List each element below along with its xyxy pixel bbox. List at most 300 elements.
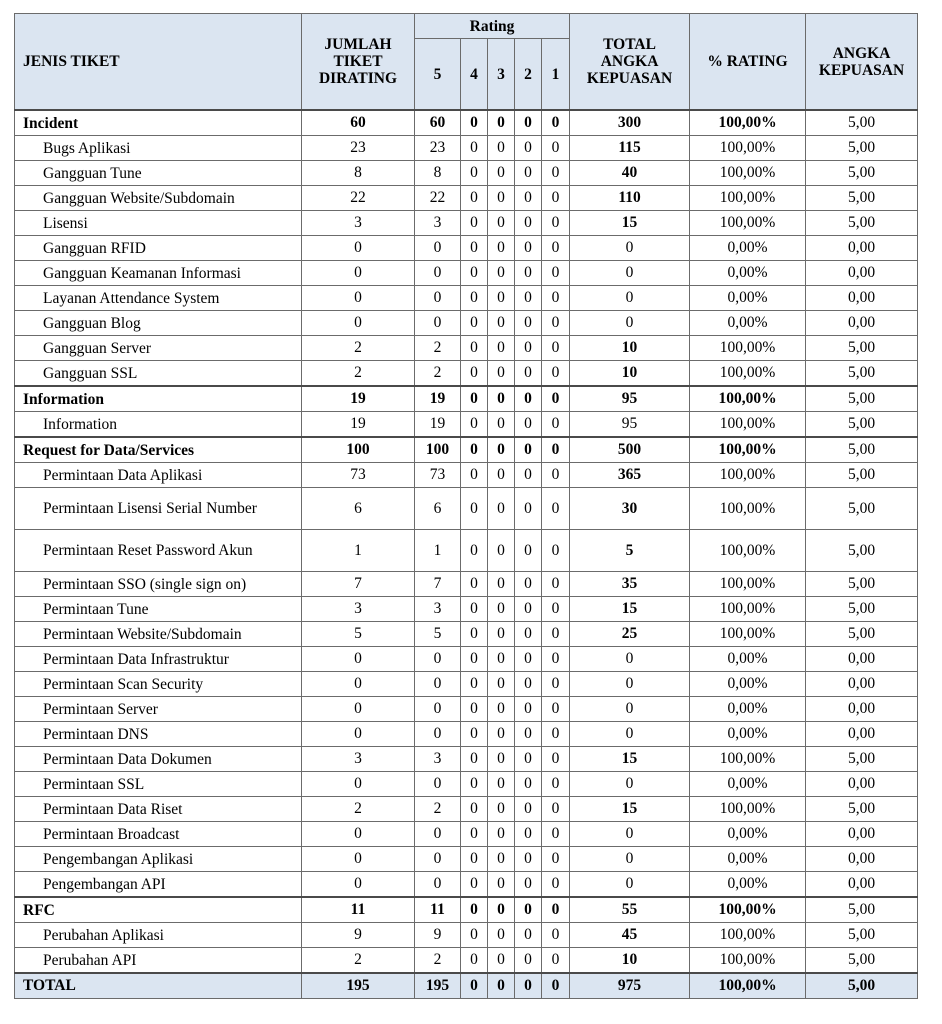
cell-jenis: Perubahan Aplikasi	[15, 923, 302, 948]
cell-angka: 0,00	[806, 286, 918, 311]
cell-r4: 0	[461, 110, 488, 136]
cell-r4: 0	[461, 897, 488, 923]
cell-r3: 0	[488, 772, 515, 797]
cell-jumlah: 0	[302, 722, 415, 747]
cell-jenis: Bugs Aplikasi	[15, 136, 302, 161]
cell-pct: 100,00%	[690, 361, 806, 387]
cell-jumlah: 2	[302, 336, 415, 361]
cell-r5: 11	[415, 897, 461, 923]
cell-r1: 0	[542, 847, 570, 872]
cell-r4: 0	[461, 722, 488, 747]
cell-angka: 0,00	[806, 847, 918, 872]
total-angka: 5,00	[806, 973, 918, 999]
table-row	[15, 211, 918, 236]
cell-pct: 0,00%	[690, 847, 806, 872]
table-footer	[15, 973, 918, 999]
header-rating-4: 4	[461, 39, 488, 111]
cell-r5: 2	[415, 797, 461, 822]
cell-angka: 0,00	[806, 672, 918, 697]
cell-pct: 100,00%	[690, 597, 806, 622]
cell-r4: 0	[461, 697, 488, 722]
cell-r3: 0	[488, 136, 515, 161]
header-rating-3: 3	[488, 39, 515, 111]
cell-jenis: Permintaan Tune	[15, 597, 302, 622]
cell-jenis: Gangguan RFID	[15, 236, 302, 261]
table-row	[15, 572, 918, 597]
cell-jumlah: 0	[302, 672, 415, 697]
cell-jumlah: 2	[302, 948, 415, 974]
cell-total: 0	[570, 722, 690, 747]
cell-angka: 5,00	[806, 361, 918, 387]
cell-r3: 0	[488, 236, 515, 261]
cell-jumlah: 1	[302, 530, 415, 572]
cell-total: 500	[570, 437, 690, 463]
cell-angka: 5,00	[806, 186, 918, 211]
cell-r3: 0	[488, 948, 515, 974]
cell-total: 0	[570, 647, 690, 672]
cell-r1: 0	[542, 488, 570, 530]
cell-r5: 0	[415, 261, 461, 286]
cell-r2: 0	[515, 361, 542, 387]
header-jenis-tiket: JENIS TIKET	[15, 14, 302, 111]
cell-jenis: Information	[15, 412, 302, 438]
cell-jumlah: 3	[302, 747, 415, 772]
cell-pct: 0,00%	[690, 647, 806, 672]
table-row	[15, 286, 918, 311]
cell-r2: 0	[515, 386, 542, 412]
cell-total: 5	[570, 530, 690, 572]
cell-pct: 0,00%	[690, 672, 806, 697]
cell-r5: 0	[415, 236, 461, 261]
cell-total: 15	[570, 747, 690, 772]
table-row	[15, 822, 918, 847]
cell-r3: 0	[488, 361, 515, 387]
total-r3: 0	[488, 973, 515, 999]
table-row	[15, 872, 918, 898]
header-rating-2: 2	[515, 39, 542, 111]
total-jumlah: 195	[302, 973, 415, 999]
cell-r4: 0	[461, 161, 488, 186]
cell-jumlah: 19	[302, 386, 415, 412]
cell-total: 0	[570, 261, 690, 286]
cell-pct: 100,00%	[690, 488, 806, 530]
cell-total: 10	[570, 336, 690, 361]
cell-total: 0	[570, 286, 690, 311]
cell-r5: 0	[415, 772, 461, 797]
cell-jenis: Gangguan Server	[15, 336, 302, 361]
header-rating: Rating	[415, 14, 570, 39]
table-row	[15, 672, 918, 697]
cell-r1: 0	[542, 797, 570, 822]
cell-jumlah: 0	[302, 286, 415, 311]
cell-r2: 0	[515, 161, 542, 186]
cell-r4: 0	[461, 437, 488, 463]
cell-r4: 0	[461, 412, 488, 438]
cell-total: 55	[570, 897, 690, 923]
cell-jumlah: 0	[302, 697, 415, 722]
cell-r1: 0	[542, 261, 570, 286]
category-row	[15, 386, 918, 412]
cell-r3: 0	[488, 572, 515, 597]
cell-jenis: Permintaan Data Riset	[15, 797, 302, 822]
cell-r2: 0	[515, 872, 542, 898]
cell-pct: 0,00%	[690, 697, 806, 722]
cell-r5: 9	[415, 923, 461, 948]
cell-r2: 0	[515, 211, 542, 236]
cell-r4: 0	[461, 463, 488, 488]
total-r5: 195	[415, 973, 461, 999]
cell-r1: 0	[542, 463, 570, 488]
table-row	[15, 236, 918, 261]
cell-r4: 0	[461, 286, 488, 311]
cell-r1: 0	[542, 161, 570, 186]
cell-jumlah: 0	[302, 236, 415, 261]
total-r4: 0	[461, 973, 488, 999]
cell-r5: 73	[415, 463, 461, 488]
cell-jenis: Gangguan Blog	[15, 311, 302, 336]
cell-angka: 5,00	[806, 136, 918, 161]
cell-r4: 0	[461, 136, 488, 161]
cell-jumlah: 23	[302, 136, 415, 161]
cell-r2: 0	[515, 797, 542, 822]
total-label: TOTAL	[15, 973, 302, 999]
table-row	[15, 722, 918, 747]
cell-r5: 6	[415, 488, 461, 530]
cell-pct: 100,00%	[690, 797, 806, 822]
cell-jenis: Permintaan Data Dokumen	[15, 747, 302, 772]
cell-jumlah: 3	[302, 211, 415, 236]
cell-r2: 0	[515, 261, 542, 286]
table-row	[15, 697, 918, 722]
cell-r1: 0	[542, 897, 570, 923]
cell-angka: 5,00	[806, 897, 918, 923]
table-row	[15, 361, 918, 387]
cell-r1: 0	[542, 923, 570, 948]
cell-r3: 0	[488, 488, 515, 530]
cell-angka: 5,00	[806, 622, 918, 647]
header-pct-rating: % RATING	[690, 14, 806, 111]
cell-r1: 0	[542, 622, 570, 647]
cell-r4: 0	[461, 797, 488, 822]
cell-r3: 0	[488, 722, 515, 747]
cell-r5: 100	[415, 437, 461, 463]
cell-r3: 0	[488, 697, 515, 722]
cell-r4: 0	[461, 772, 488, 797]
cell-jenis: Permintaan Data Infrastruktur	[15, 647, 302, 672]
table-header	[15, 14, 918, 111]
cell-jenis: Incident	[15, 110, 302, 136]
cell-pct: 0,00%	[690, 822, 806, 847]
cell-jenis: Permintaan Server	[15, 697, 302, 722]
cell-r4: 0	[461, 186, 488, 211]
cell-r2: 0	[515, 186, 542, 211]
category-row	[15, 897, 918, 923]
cell-total: 300	[570, 110, 690, 136]
cell-total: 110	[570, 186, 690, 211]
cell-total: 15	[570, 211, 690, 236]
cell-r5: 19	[415, 412, 461, 438]
cell-angka: 5,00	[806, 211, 918, 236]
total-total: 975	[570, 973, 690, 999]
cell-jenis: Permintaan DNS	[15, 722, 302, 747]
satisfaction-table	[14, 13, 918, 999]
cell-angka: 0,00	[806, 261, 918, 286]
table-row	[15, 136, 918, 161]
cell-r3: 0	[488, 897, 515, 923]
cell-r5: 5	[415, 622, 461, 647]
cell-r4: 0	[461, 311, 488, 336]
table-row	[15, 847, 918, 872]
cell-r1: 0	[542, 236, 570, 261]
cell-r3: 0	[488, 386, 515, 412]
cell-pct: 100,00%	[690, 336, 806, 361]
cell-total: 25	[570, 622, 690, 647]
cell-r4: 0	[461, 386, 488, 412]
cell-r4: 0	[461, 672, 488, 697]
cell-jenis: Gangguan Website/Subdomain	[15, 186, 302, 211]
cell-r4: 0	[461, 747, 488, 772]
cell-jenis: Permintaan SSL	[15, 772, 302, 797]
cell-angka: 5,00	[806, 110, 918, 136]
cell-r3: 0	[488, 647, 515, 672]
table-row	[15, 747, 918, 772]
cell-r1: 0	[542, 211, 570, 236]
cell-r4: 0	[461, 622, 488, 647]
cell-r1: 0	[542, 530, 570, 572]
cell-r1: 0	[542, 722, 570, 747]
cell-jumlah: 100	[302, 437, 415, 463]
cell-r1: 0	[542, 672, 570, 697]
cell-r4: 0	[461, 597, 488, 622]
cell-r2: 0	[515, 847, 542, 872]
total-row	[15, 973, 918, 999]
cell-r2: 0	[515, 923, 542, 948]
cell-total: 0	[570, 772, 690, 797]
cell-r3: 0	[488, 463, 515, 488]
cell-total: 40	[570, 161, 690, 186]
cell-jenis: Permintaan SSO (single sign on)	[15, 572, 302, 597]
cell-jenis: Pengembangan Aplikasi	[15, 847, 302, 872]
cell-r2: 0	[515, 236, 542, 261]
cell-r5: 7	[415, 572, 461, 597]
category-row	[15, 437, 918, 463]
cell-r3: 0	[488, 261, 515, 286]
table-row	[15, 412, 918, 438]
cell-jenis: Gangguan Tune	[15, 161, 302, 186]
cell-angka: 5,00	[806, 463, 918, 488]
cell-r4: 0	[461, 872, 488, 898]
cell-r5: 0	[415, 647, 461, 672]
cell-jumlah: 0	[302, 647, 415, 672]
cell-total: 15	[570, 797, 690, 822]
cell-jenis: RFC	[15, 897, 302, 923]
cell-r3: 0	[488, 597, 515, 622]
cell-pct: 100,00%	[690, 211, 806, 236]
cell-r5: 2	[415, 948, 461, 974]
cell-pct: 100,00%	[690, 530, 806, 572]
cell-jumlah: 0	[302, 847, 415, 872]
cell-angka: 0,00	[806, 822, 918, 847]
cell-pct: 100,00%	[690, 386, 806, 412]
cell-r5: 22	[415, 186, 461, 211]
cell-jenis: Pengembangan API	[15, 872, 302, 898]
cell-jenis: Layanan Attendance System	[15, 286, 302, 311]
cell-r2: 0	[515, 772, 542, 797]
cell-jumlah: 11	[302, 897, 415, 923]
cell-r5: 60	[415, 110, 461, 136]
table-row	[15, 186, 918, 211]
table-row	[15, 161, 918, 186]
header-total-angka: TOTAL ANGKA KEPUASAN	[570, 14, 690, 111]
cell-angka: 0,00	[806, 872, 918, 898]
cell-r1: 0	[542, 872, 570, 898]
cell-jenis: Permintaan Lisensi Serial Number	[15, 488, 302, 530]
cell-r3: 0	[488, 622, 515, 647]
cell-r1: 0	[542, 822, 570, 847]
cell-r1: 0	[542, 336, 570, 361]
cell-angka: 5,00	[806, 948, 918, 974]
cell-r3: 0	[488, 110, 515, 136]
cell-r2: 0	[515, 597, 542, 622]
cell-r3: 0	[488, 336, 515, 361]
table-body	[15, 110, 918, 973]
cell-r5: 0	[415, 697, 461, 722]
cell-r4: 0	[461, 647, 488, 672]
cell-pct: 0,00%	[690, 722, 806, 747]
cell-r2: 0	[515, 948, 542, 974]
cell-r4: 0	[461, 261, 488, 286]
cell-pct: 100,00%	[690, 136, 806, 161]
cell-pct: 0,00%	[690, 236, 806, 261]
cell-r5: 2	[415, 336, 461, 361]
table-row	[15, 336, 918, 361]
cell-r4: 0	[461, 923, 488, 948]
cell-r5: 2	[415, 361, 461, 387]
cell-pct: 100,00%	[690, 897, 806, 923]
cell-r4: 0	[461, 822, 488, 847]
cell-r2: 0	[515, 672, 542, 697]
header-rating-5: 5	[415, 39, 461, 111]
cell-pct: 100,00%	[690, 923, 806, 948]
table-row	[15, 923, 918, 948]
cell-r2: 0	[515, 463, 542, 488]
cell-r1: 0	[542, 697, 570, 722]
table-row	[15, 797, 918, 822]
cell-r5: 3	[415, 747, 461, 772]
cell-jenis: Perubahan API	[15, 948, 302, 974]
cell-r3: 0	[488, 437, 515, 463]
cell-total: 0	[570, 822, 690, 847]
cell-r4: 0	[461, 236, 488, 261]
cell-jumlah: 6	[302, 488, 415, 530]
cell-r2: 0	[515, 572, 542, 597]
cell-total: 35	[570, 572, 690, 597]
cell-r1: 0	[542, 186, 570, 211]
cell-angka: 5,00	[806, 923, 918, 948]
table-row	[15, 311, 918, 336]
cell-pct: 100,00%	[690, 747, 806, 772]
header-rating-1: 1	[542, 39, 570, 111]
cell-r2: 0	[515, 311, 542, 336]
cell-r1: 0	[542, 597, 570, 622]
cell-r1: 0	[542, 311, 570, 336]
cell-r2: 0	[515, 412, 542, 438]
cell-angka: 5,00	[806, 747, 918, 772]
cell-jumlah: 0	[302, 822, 415, 847]
cell-r1: 0	[542, 572, 570, 597]
total-r2: 0	[515, 973, 542, 999]
cell-r1: 0	[542, 110, 570, 136]
cell-r1: 0	[542, 772, 570, 797]
cell-jumlah: 60	[302, 110, 415, 136]
cell-total: 95	[570, 386, 690, 412]
cell-r5: 0	[415, 722, 461, 747]
cell-pct: 100,00%	[690, 572, 806, 597]
cell-r1: 0	[542, 437, 570, 463]
cell-r4: 0	[461, 361, 488, 387]
cell-pct: 100,00%	[690, 161, 806, 186]
cell-jumlah: 0	[302, 772, 415, 797]
cell-r4: 0	[461, 336, 488, 361]
cell-jumlah: 8	[302, 161, 415, 186]
cell-r5: 23	[415, 136, 461, 161]
cell-r2: 0	[515, 530, 542, 572]
cell-r2: 0	[515, 488, 542, 530]
cell-r2: 0	[515, 697, 542, 722]
cell-total: 10	[570, 948, 690, 974]
header-jumlah-tiket: JUMLAH TIKET DIRATING	[302, 14, 415, 111]
cell-jumlah: 0	[302, 872, 415, 898]
cell-r5: 1	[415, 530, 461, 572]
cell-jenis: Permintaan Data Aplikasi	[15, 463, 302, 488]
cell-jumlah: 3	[302, 597, 415, 622]
cell-r3: 0	[488, 412, 515, 438]
category-row	[15, 110, 918, 136]
table-row	[15, 647, 918, 672]
cell-angka: 5,00	[806, 386, 918, 412]
cell-jumlah: 7	[302, 572, 415, 597]
cell-r2: 0	[515, 286, 542, 311]
table-row	[15, 622, 918, 647]
cell-pct: 0,00%	[690, 772, 806, 797]
table-row	[15, 948, 918, 974]
cell-angka: 5,00	[806, 336, 918, 361]
cell-r2: 0	[515, 437, 542, 463]
cell-r5: 0	[415, 672, 461, 697]
cell-total: 0	[570, 672, 690, 697]
table-row	[15, 463, 918, 488]
cell-r2: 0	[515, 822, 542, 847]
cell-total: 0	[570, 311, 690, 336]
cell-jumlah: 22	[302, 186, 415, 211]
cell-angka: 0,00	[806, 236, 918, 261]
table-row	[15, 261, 918, 286]
cell-total: 365	[570, 463, 690, 488]
cell-total: 15	[570, 597, 690, 622]
cell-jenis: Permintaan Scan Security	[15, 672, 302, 697]
cell-jenis: Permintaan Reset Password Akun	[15, 530, 302, 572]
cell-pct: 100,00%	[690, 412, 806, 438]
cell-total: 10	[570, 361, 690, 387]
cell-jenis: Gangguan SSL	[15, 361, 302, 387]
table-row	[15, 530, 918, 572]
cell-r3: 0	[488, 161, 515, 186]
cell-r3: 0	[488, 847, 515, 872]
cell-jumlah: 73	[302, 463, 415, 488]
cell-pct: 100,00%	[690, 622, 806, 647]
cell-r3: 0	[488, 872, 515, 898]
cell-pct: 0,00%	[690, 872, 806, 898]
